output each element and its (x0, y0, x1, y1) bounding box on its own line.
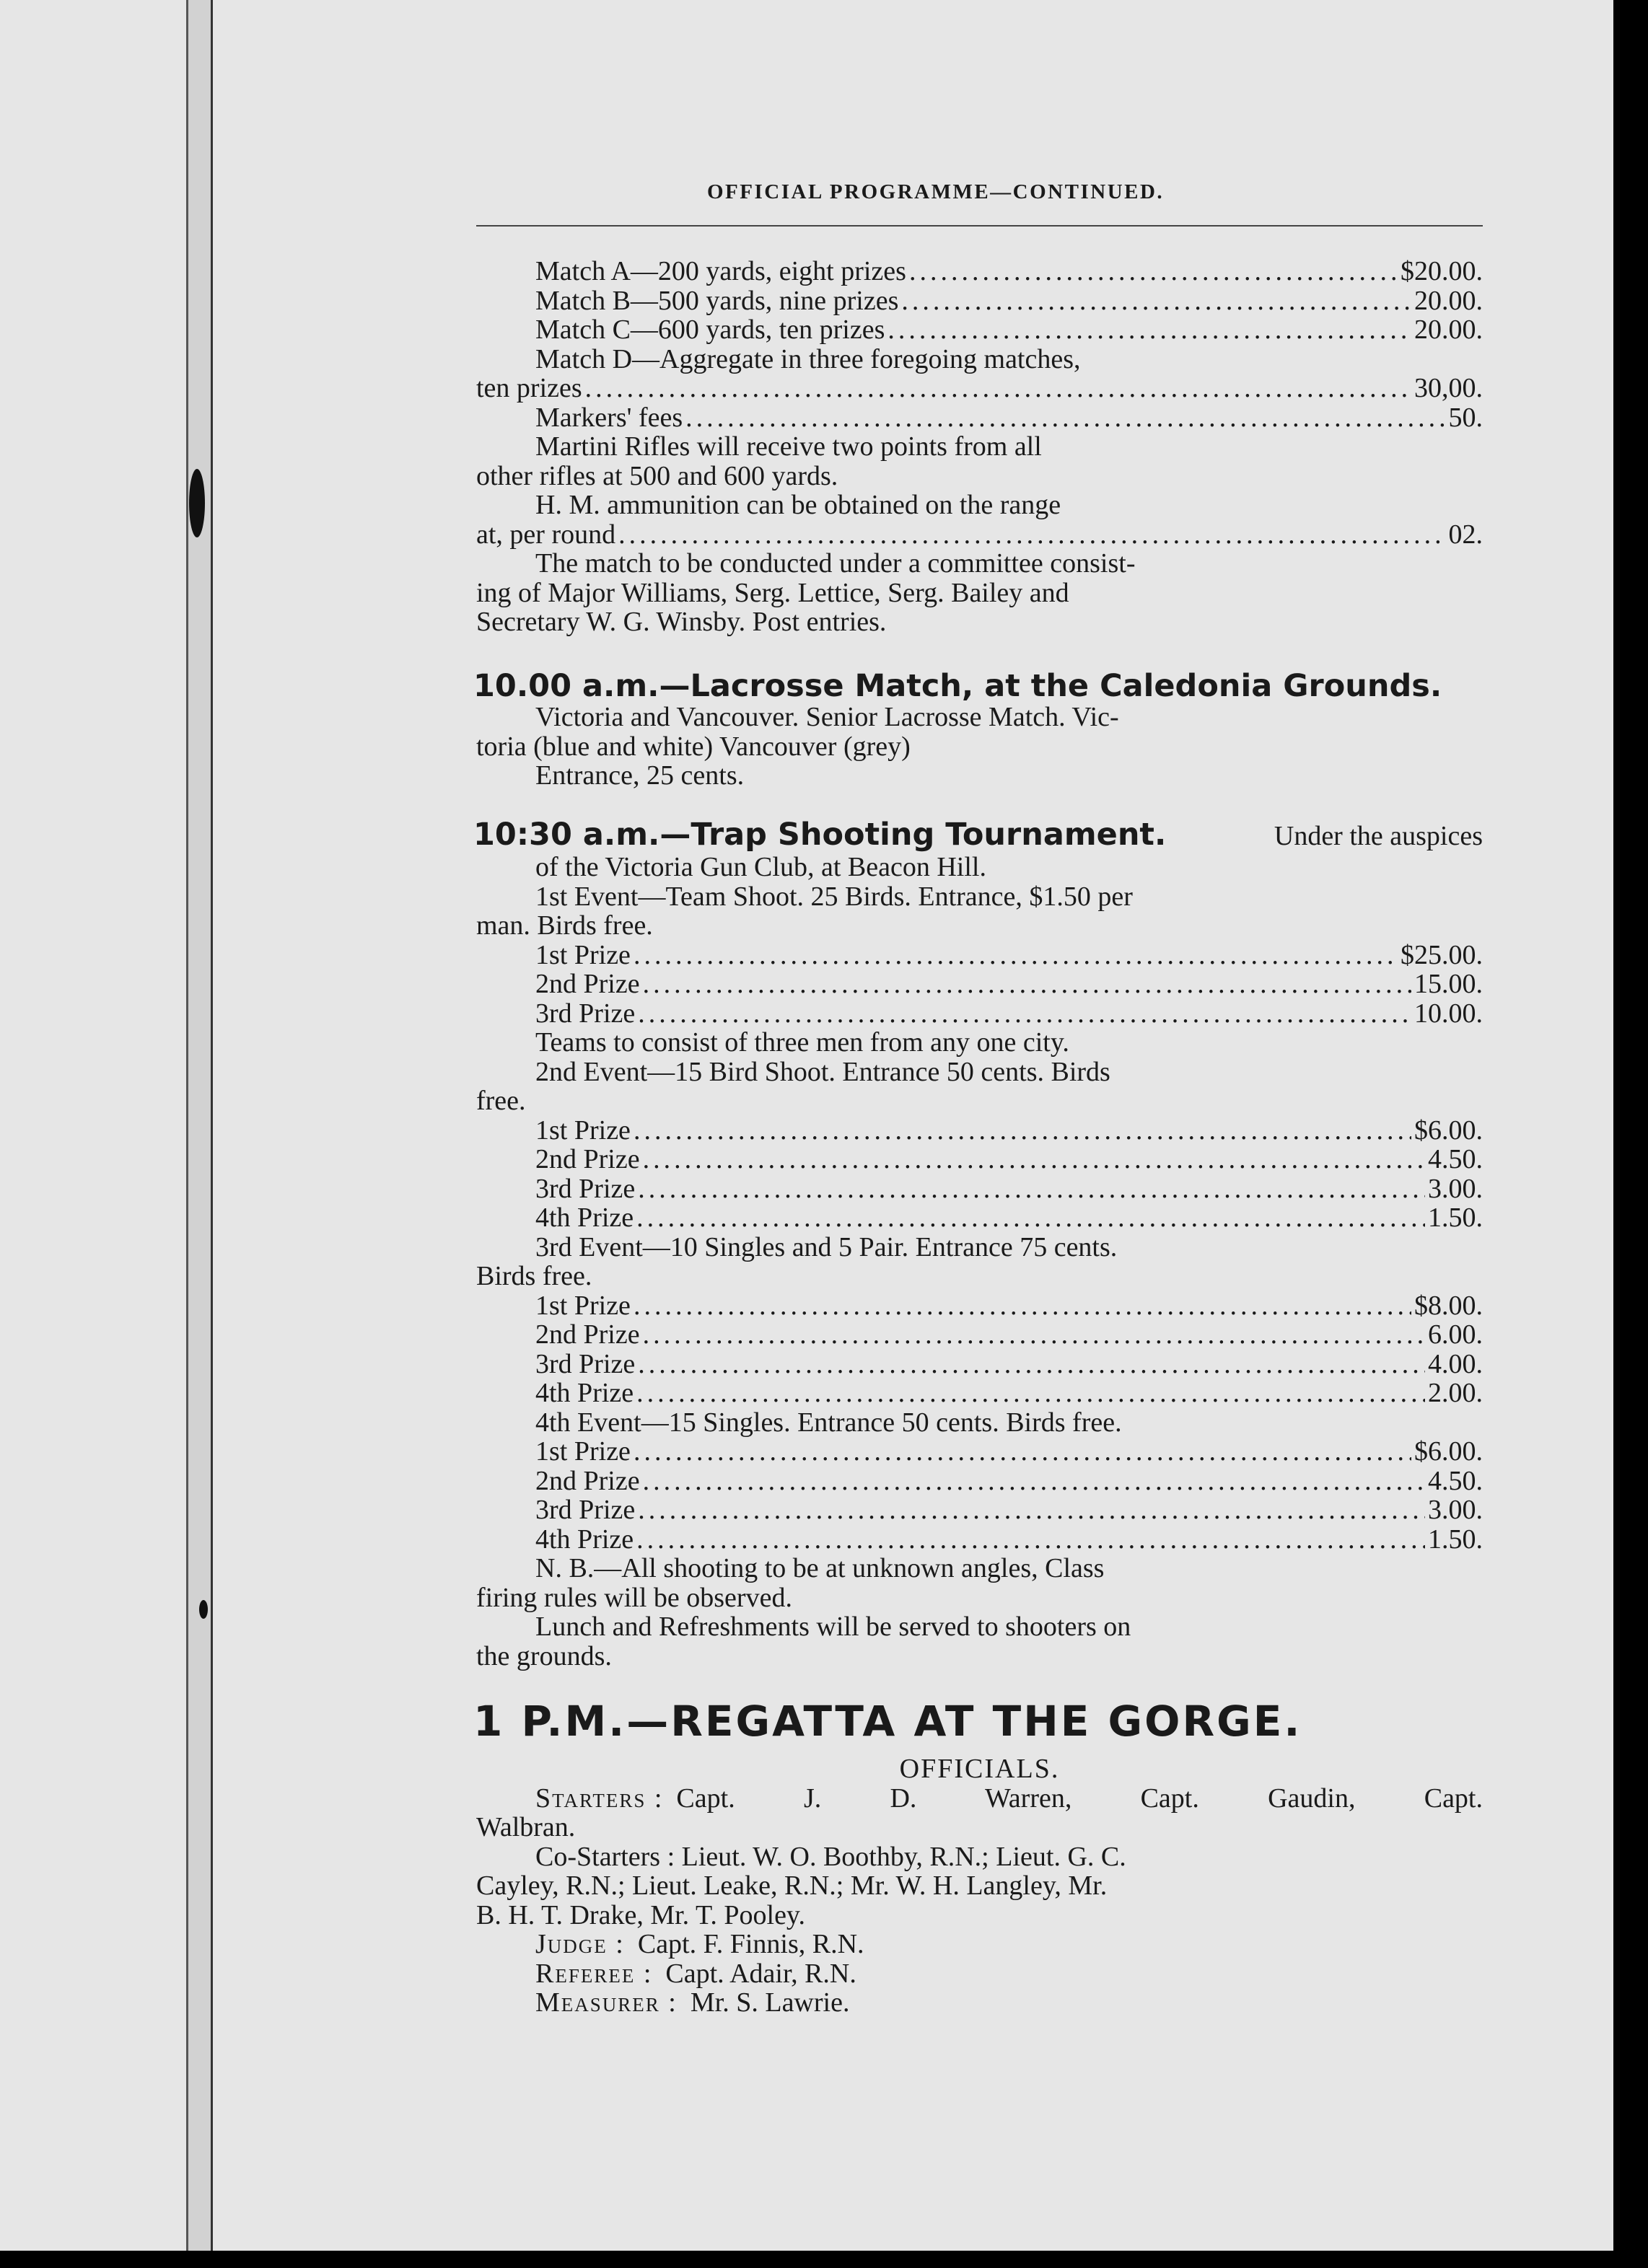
prize-line: 4th Prize ..... 1.50. (476, 1203, 1483, 1233)
officials-title: OFFICIALS. (899, 1754, 1060, 1784)
prize-line: ten prizes ..... 30,00. (476, 374, 1483, 403)
text-line: Teams to consist of three men from any one city. (535, 1027, 1069, 1058)
text-line: toria (blue and white) Vancouver (grey) (476, 731, 911, 762)
prize-line: Markers' fees ..... 50. (476, 403, 1483, 433)
text-line: Birds free. (476, 1261, 592, 1291)
starters-label: Starters : (535, 1783, 664, 1814)
measurer-name: Mr. S. Lawrie. (690, 1987, 850, 2018)
text-line: B. H. T. Drake, Mr. T. Pooley. (476, 1899, 805, 1930)
binding-gutter (186, 0, 213, 2251)
text-line: Secretary W. G. Winsby. Post entries. (476, 607, 887, 637)
text-line: 1st Event—Team Shoot. 25 Birds. Entrance, $1.50 per (535, 881, 1133, 912)
starters-names: Capt. J. D. Warren, Capt. Gaudin, Capt. (676, 1783, 1483, 1814)
prize-line: 1st Prize ..... $6.00. (476, 1116, 1483, 1146)
prize-line: 3rd Prize ..... 4.00. (476, 1350, 1483, 1379)
prize-line: 2nd Prize ..... 6.00. (476, 1320, 1483, 1350)
text-line: Walbran. (476, 1812, 576, 1842)
text-line: free. (476, 1086, 526, 1116)
text-line: Match D—Aggregate in three foregoing matches, (535, 343, 1081, 374)
referee-label: Referee : (535, 1958, 653, 1989)
prize-line: 3rd Prize ..... 10.00. (476, 999, 1483, 1029)
prize-line: 3rd Prize ..... 3.00. (476, 1174, 1483, 1204)
text-line: H. M. ammunition can be obtained on the range (535, 490, 1061, 520)
measurer-label: Measurer : (535, 1987, 678, 2018)
prize-line: 4th Prize ..... 2.00. (476, 1379, 1483, 1408)
prize-line: 2nd Prize ..... 4.50. (476, 1467, 1483, 1496)
lacrosse-heading: 10.00 a.m.—Lacrosse Match, at the Caledonia Grounds. (473, 668, 1442, 704)
text-line: The match to be conducted under a committee consist- (535, 548, 1136, 579)
text-line: other rifles at 500 and 600 yards. (476, 460, 838, 491)
text-line: of the Victoria Gun Club, at Beacon Hill. (535, 852, 986, 882)
text-line: the grounds. (476, 1640, 612, 1671)
rifle-match-section (476, 257, 1483, 637)
text-line: Cayley, R.N.; Lieut. Leake, R.N.; Mr. W. H. Langley, Mr. (476, 1871, 1108, 1901)
prize-line: 3rd Prize ..... 3.00. (476, 1495, 1483, 1525)
text-line: N. B.—All shooting to be at unknown angles, Class (535, 1553, 1105, 1583)
text-line: 4th Event—15 Singles. Entrance 50 cents. Birds free. (535, 1407, 1122, 1438)
prize-line: 1st Prize ..... $6.00. (476, 1437, 1483, 1467)
prize-line: 1st Prize ..... $8.00. (476, 1291, 1483, 1321)
text-line: ing of Major Williams, Serg. Lettice, Serg. Bailey and (476, 577, 1069, 608)
ink-spot (199, 1600, 208, 1619)
judge-label: Judge : (535, 1929, 625, 1959)
trap-heading: 10:30 a.m.—Trap Shooting Tournament. (473, 817, 1167, 853)
ink-blot (189, 469, 205, 537)
prize-line: at, per round ..... 02. (476, 520, 1483, 550)
text-line: 2nd Event—15 Bird Shoot. Entrance 50 cents. Birds (535, 1056, 1110, 1087)
judge-name: Capt. F. Finnis, R.N. (637, 1929, 864, 1959)
text-line: Victoria and Vancouver. Senior Lacrosse Match. Vic- (535, 702, 1119, 732)
text-line: firing rules will be observed. (476, 1582, 792, 1613)
prize-line: 2nd Prize ..... 15.00. (476, 970, 1483, 999)
text-line: Entrance, 25 cents. (535, 760, 745, 791)
officials-section (476, 1754, 1483, 2018)
prize-line: Match A—200 yards, eight prizes ..... $20.00. (476, 257, 1483, 286)
binding-edge (211, 0, 213, 2251)
text-line: Co-Starters : Lieut. W. O. Boothby, R.N.; Lieut. G. C. (535, 1841, 1126, 1872)
prize-line: Match C—600 yards, ten prizes ..... 20.00. (476, 315, 1483, 345)
text-line: Lunch and Refreshments will be served to shooters on (535, 1612, 1131, 1642)
prize-line: 1st Prize ..... $25.00. (476, 941, 1483, 970)
prize-line: 2nd Prize ..... 4.50. (476, 1145, 1483, 1174)
regatta-heading: 1 P.M.—REGATTA AT THE GORGE. (473, 1697, 1302, 1746)
lacrosse-section (473, 668, 1483, 791)
text-line: man. Birds free. (476, 910, 653, 941)
trap-heading-tail: Under the auspices (1274, 821, 1483, 851)
referee-name: Capt. Adair, R.N. (665, 1958, 856, 1989)
prize-line: Match B—500 yards, nine prizes ..... 20.00. (476, 286, 1483, 316)
text-line: Martini Rifles will receive two points from all (535, 431, 1042, 462)
text-line: 3rd Event—10 Singles and 5 Pair. Entrance 75 cents. (535, 1231, 1118, 1262)
trap-shooting-section (473, 817, 1483, 1671)
head-rule (476, 225, 1483, 227)
trap-heading-line (473, 818, 1483, 853)
prize-line: 4th Prize ..... 1.50. (476, 1525, 1483, 1555)
running-head: OFFICIAL PROGRAMME—CONTINUED. (707, 180, 1165, 203)
